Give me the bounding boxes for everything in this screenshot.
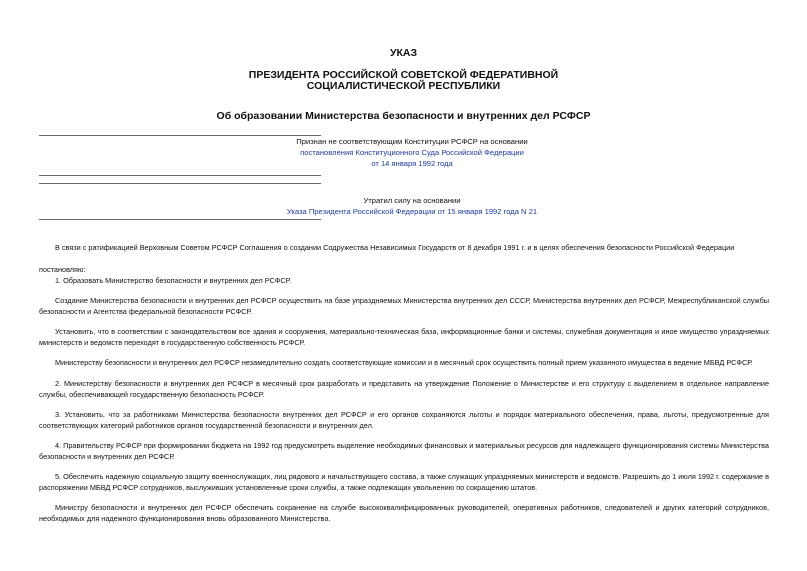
status-note-repealed	[270, 195, 554, 217]
repeal-decree-link[interactable]: Указа Президента Российской Федерации от 15 января 1992 года N 21	[286, 207, 538, 216]
paragraph-1-commission: Министерству безопасности и внутренних дел РСФСР незамедлительно создать соответствующие комиссии и в месячный срок осуществить полный прием указанного имущества в ведение МБВД РСФСР.	[55, 358, 753, 367]
paragraph-3: 3. Установить, что за работниками Министерства безопасности внутренних дел РСФСР и его органов сохраняются льготы и порядок материального обеспечения, права, льготы, предусмотренные для соответствующих категорий работников органов государственной безопасности и внутренних дел.	[39, 410, 769, 430]
court-ruling-link[interactable]: постановления Конституционного Суда Российской Федерации	[300, 148, 524, 157]
divider	[39, 183, 321, 184]
paragraph-2: 2. Министерству безопасности и внутренних дел РСФСР в месячный срок разработать и представить на утверждение Положение о Министерстве и его структуру с выделением в отдельное направление службы, обеспечивающей государственную безопасность РСФСР.	[39, 379, 769, 399]
paragraph-5: 5. Обеспечить надежную социальную защиту военнослужащих, лиц рядового и начальствующего состава, а также служащих упраздняемых министерств и ведомств. Разрешить до 1 июля 1992 г. содержание в распоряжении МБВД РСФСР сотрудников, выслуживших установленные сроки службы, а также подлежащих увольнению по сокращению штатов.	[39, 472, 769, 492]
divider	[39, 219, 321, 220]
document-type: УКАЗ	[389, 47, 418, 59]
status-note-text: Утратил силу на основании	[363, 196, 461, 205]
issuer-line-1: ПРЕЗИДЕНТА РОССИЙСКОЙ СОВЕТСКОЙ ФЕДЕРАТИВНОЙ	[248, 69, 559, 81]
paragraph-1-creation: Создание Министерства безопасности и внутренних дел РСФСР осуществить на базе упраздняемых Министерства внутренних дел СССР, Министерства внутренних дел РСФСР, Межреспубликанской службы безопасности и Агентства федеральной безопасности РСФСР.	[39, 296, 769, 316]
decree-word: постановляю:	[39, 265, 86, 274]
paragraph-5-minister: Министру безопасности и внутренних дел РСФСР обеспечить сохранение на службе высококвалифицированных руководителей, оперативных работников, следователей и других категорий сотрудников, необходимых для надежного функционирования вновь образованного Министерства.	[39, 503, 769, 523]
court-ruling-date-link[interactable]: от 14 января 1992 года	[371, 159, 453, 168]
paragraph-1: 1. Образовать Министерство безопасности и внутренних дел РСФСР.	[55, 276, 292, 285]
issuer-line-2: СОЦИАЛИСТИЧЕСКОЙ РЕСПУБЛИКИ	[306, 80, 501, 92]
divider	[39, 175, 321, 176]
status-note-unconstitutional	[270, 136, 554, 169]
status-note-text: Признан не соответствующим Конституции РСФСР на основании	[296, 137, 528, 146]
paragraph-4: 4. Правительству РСФСР при формировании бюджета на 1992 год предусмотреть выделение необходимых финансовых и материальных ресурсов для надлежащего функционирования системы Министерства безопасности и внутренних дел РСФСР.	[39, 441, 769, 461]
document-title: Об образовании Министерства безопасности и внутренних дел РСФСР	[216, 110, 591, 122]
preamble: В связи с ратификацией Верховным Советом РСФСР Соглашения о создании Содружества Независимых Государств от 8 декабря 1991 г. и в целях обеспечения безопасности Российской Федерации	[55, 243, 735, 252]
paragraph-1-property: Установить, что в соответствии с законодательством все здания и сооружения, материально-техническая база, информационные банки и системы, служебная документация и иное имущество упраздняемых министерств и ведомств переходят в государственную собственность РСФСР.	[39, 327, 769, 347]
